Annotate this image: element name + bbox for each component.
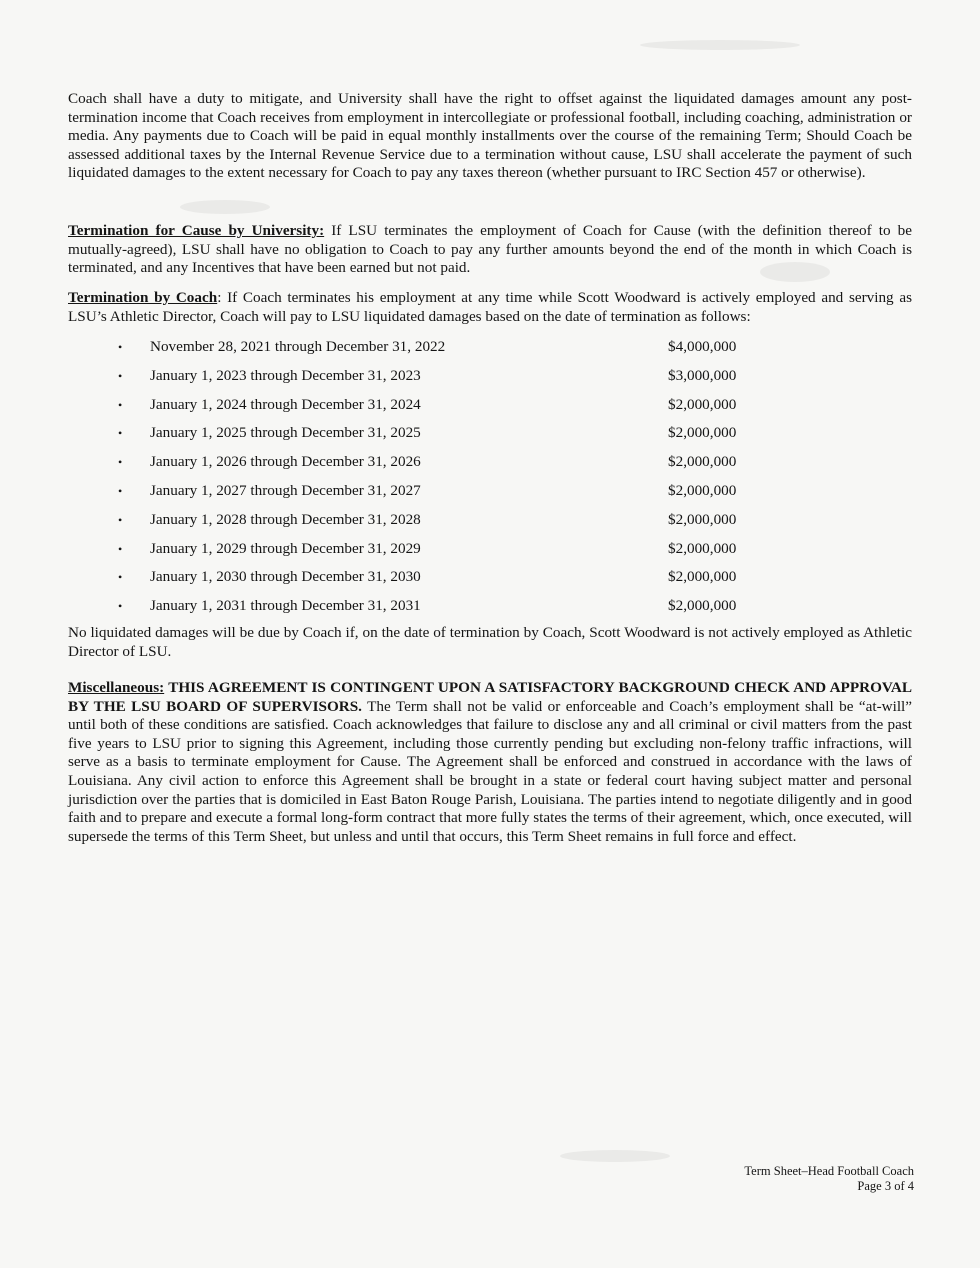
schedule-amount: $2,000,000 (668, 597, 737, 615)
mitigation-paragraph: Coach shall have a duty to mitigate, and University shall have the right to offset against the liquidated damages amount any post-termination income that Coach receives from employment in intercollegiate or professional football, including coaching, administration or media. Any payments due to Coach will be paid in equal monthly installments over the course of the remaining Term; Should Coach be assessed additional taxes by the Internal Revenue Service due to a termination without cause, LSU shall accelerate the payment of such liquidated damages to the extent necessary for Coach to pay any taxes thereon (whether pursuant to IRC Section 457 or otherwise). (68, 90, 912, 182)
termination-for-cause-text: If LSU terminates the employment of Coach for Cause (with the definition thereof to be mutually-agreed), LSU shall have no obligation to Coach to pay any further amounts beyond the end of the month in which Coach is terminated, and any Incentives that have been earned but not paid. (68, 222, 912, 277)
schedule-row (118, 394, 818, 423)
schedule-row (118, 595, 818, 624)
liquidated-damages-schedule (118, 336, 818, 624)
bullet-icon: • (118, 455, 123, 470)
scan-smudge (640, 40, 800, 50)
schedule-amount: $2,000,000 (668, 424, 737, 442)
schedule-period: January 1, 2025 through December 31, 2025 (150, 424, 421, 442)
bullet-icon: • (118, 426, 123, 441)
schedule-row (118, 336, 818, 365)
bullet-icon: • (118, 397, 123, 412)
schedule-row (118, 480, 818, 509)
schedule-period: January 1, 2024 through December 31, 2024 (150, 395, 421, 413)
termination-by-coach-paragraph (68, 289, 912, 326)
schedule-period: January 1, 2031 through December 31, 2031 (150, 597, 421, 615)
page-footer (744, 1164, 914, 1194)
bullet-icon: • (118, 599, 123, 614)
schedule-row (118, 365, 818, 394)
schedule-row (118, 509, 818, 538)
scan-smudge (760, 262, 830, 282)
bullet-icon: • (118, 368, 123, 383)
schedule-amount: $2,000,000 (668, 395, 737, 413)
schedule-amount: $2,000,000 (668, 510, 737, 528)
contingency-clause: THIS AGREEMENT IS CONTINGENT UPON A SATISFACTORY BACKGROUND CHECK AND APPROVAL BY THE LSU BOARD OF SUPERVISORS. (68, 679, 912, 715)
bullet-icon: • (118, 570, 123, 585)
miscellaneous-paragraph (68, 679, 912, 846)
bullet-icon: • (118, 512, 123, 527)
schedule-period: January 1, 2023 through December 31, 2023 (150, 366, 421, 384)
schedule-row (118, 538, 818, 567)
no-liquidated-damages-paragraph: No liquidated damages will be due by Coach if, on the date of termination by Coach, Scott Woodward is not actively employed as Athletic Director of LSU. (68, 624, 912, 660)
bullet-icon: • (118, 483, 123, 498)
scan-smudge (560, 1150, 670, 1162)
schedule-amount: $2,000,000 (668, 539, 737, 557)
termination-for-cause-heading: Termination for Cause by University: (68, 222, 325, 239)
schedule-amount: $2,000,000 (668, 568, 737, 586)
schedule-period: January 1, 2027 through December 31, 2027 (150, 481, 421, 499)
schedule-amount: $2,000,000 (668, 481, 737, 499)
schedule-period: January 1, 2029 through December 31, 2029 (150, 539, 421, 557)
schedule-period: January 1, 2030 through December 31, 2030 (150, 568, 421, 586)
termination-by-coach-heading: Termination by Coach (68, 289, 218, 306)
schedule-row (118, 451, 818, 480)
termination-by-coach-text: : If Coach terminates his employment at any time while Scott Woodward is actively employed and serving as LSU’s Athletic Director, Coach will pay to LSU liquidated damages based on the date of termination as follows: (68, 289, 912, 325)
scan-smudge (180, 200, 270, 214)
page-number: Page 3 of 4 (857, 1179, 914, 1193)
miscellaneous-heading: Miscellaneous: (68, 679, 165, 696)
schedule-period: January 1, 2026 through December 31, 2026 (150, 453, 421, 471)
schedule-period: January 1, 2028 through December 31, 2028 (150, 510, 421, 528)
schedule-row (118, 566, 818, 595)
bullet-icon: • (118, 340, 123, 354)
schedule-amount: $2,000,000 (668, 453, 737, 471)
schedule-amount: $4,000,000 (668, 338, 737, 355)
footer-title: Term Sheet–Head Football Coach (744, 1164, 914, 1178)
schedule-row (118, 422, 818, 451)
miscellaneous-text: The Term shall not be valid or enforceable and Coach’s employment shall be “at-will” until both of these conditions are satisfied. Coach acknowledges that failure to disclose any and all criminal or civil matters from the past five years to LSU prior to signing this Agreement, including those currently pending but excluding non-felony traffic infractions, will serve as a basis to terminate employment for Cause. The Agreement shall be enforced and construed in accordance with the laws of Louisiana. Any civil action to enforce this Agreement shall be brought in a state or federal court having subject matter and personal jurisdiction over the parties that is domiciled in East Baton Rouge Parish, Louisiana. The parties intend to negotiate diligently and in good faith and to prepare and execute a formal long-form contract that more fully states the terms of their agreement, which, once executed, will supersede the terms of this Term Sheet, but unless and until that occurs, this Term Sheet remains in full force and effect. (68, 697, 912, 845)
bullet-icon: • (118, 541, 123, 556)
schedule-period: November 28, 2021 through December 31, 2022 (150, 338, 446, 355)
schedule-amount: $3,000,000 (668, 366, 737, 384)
